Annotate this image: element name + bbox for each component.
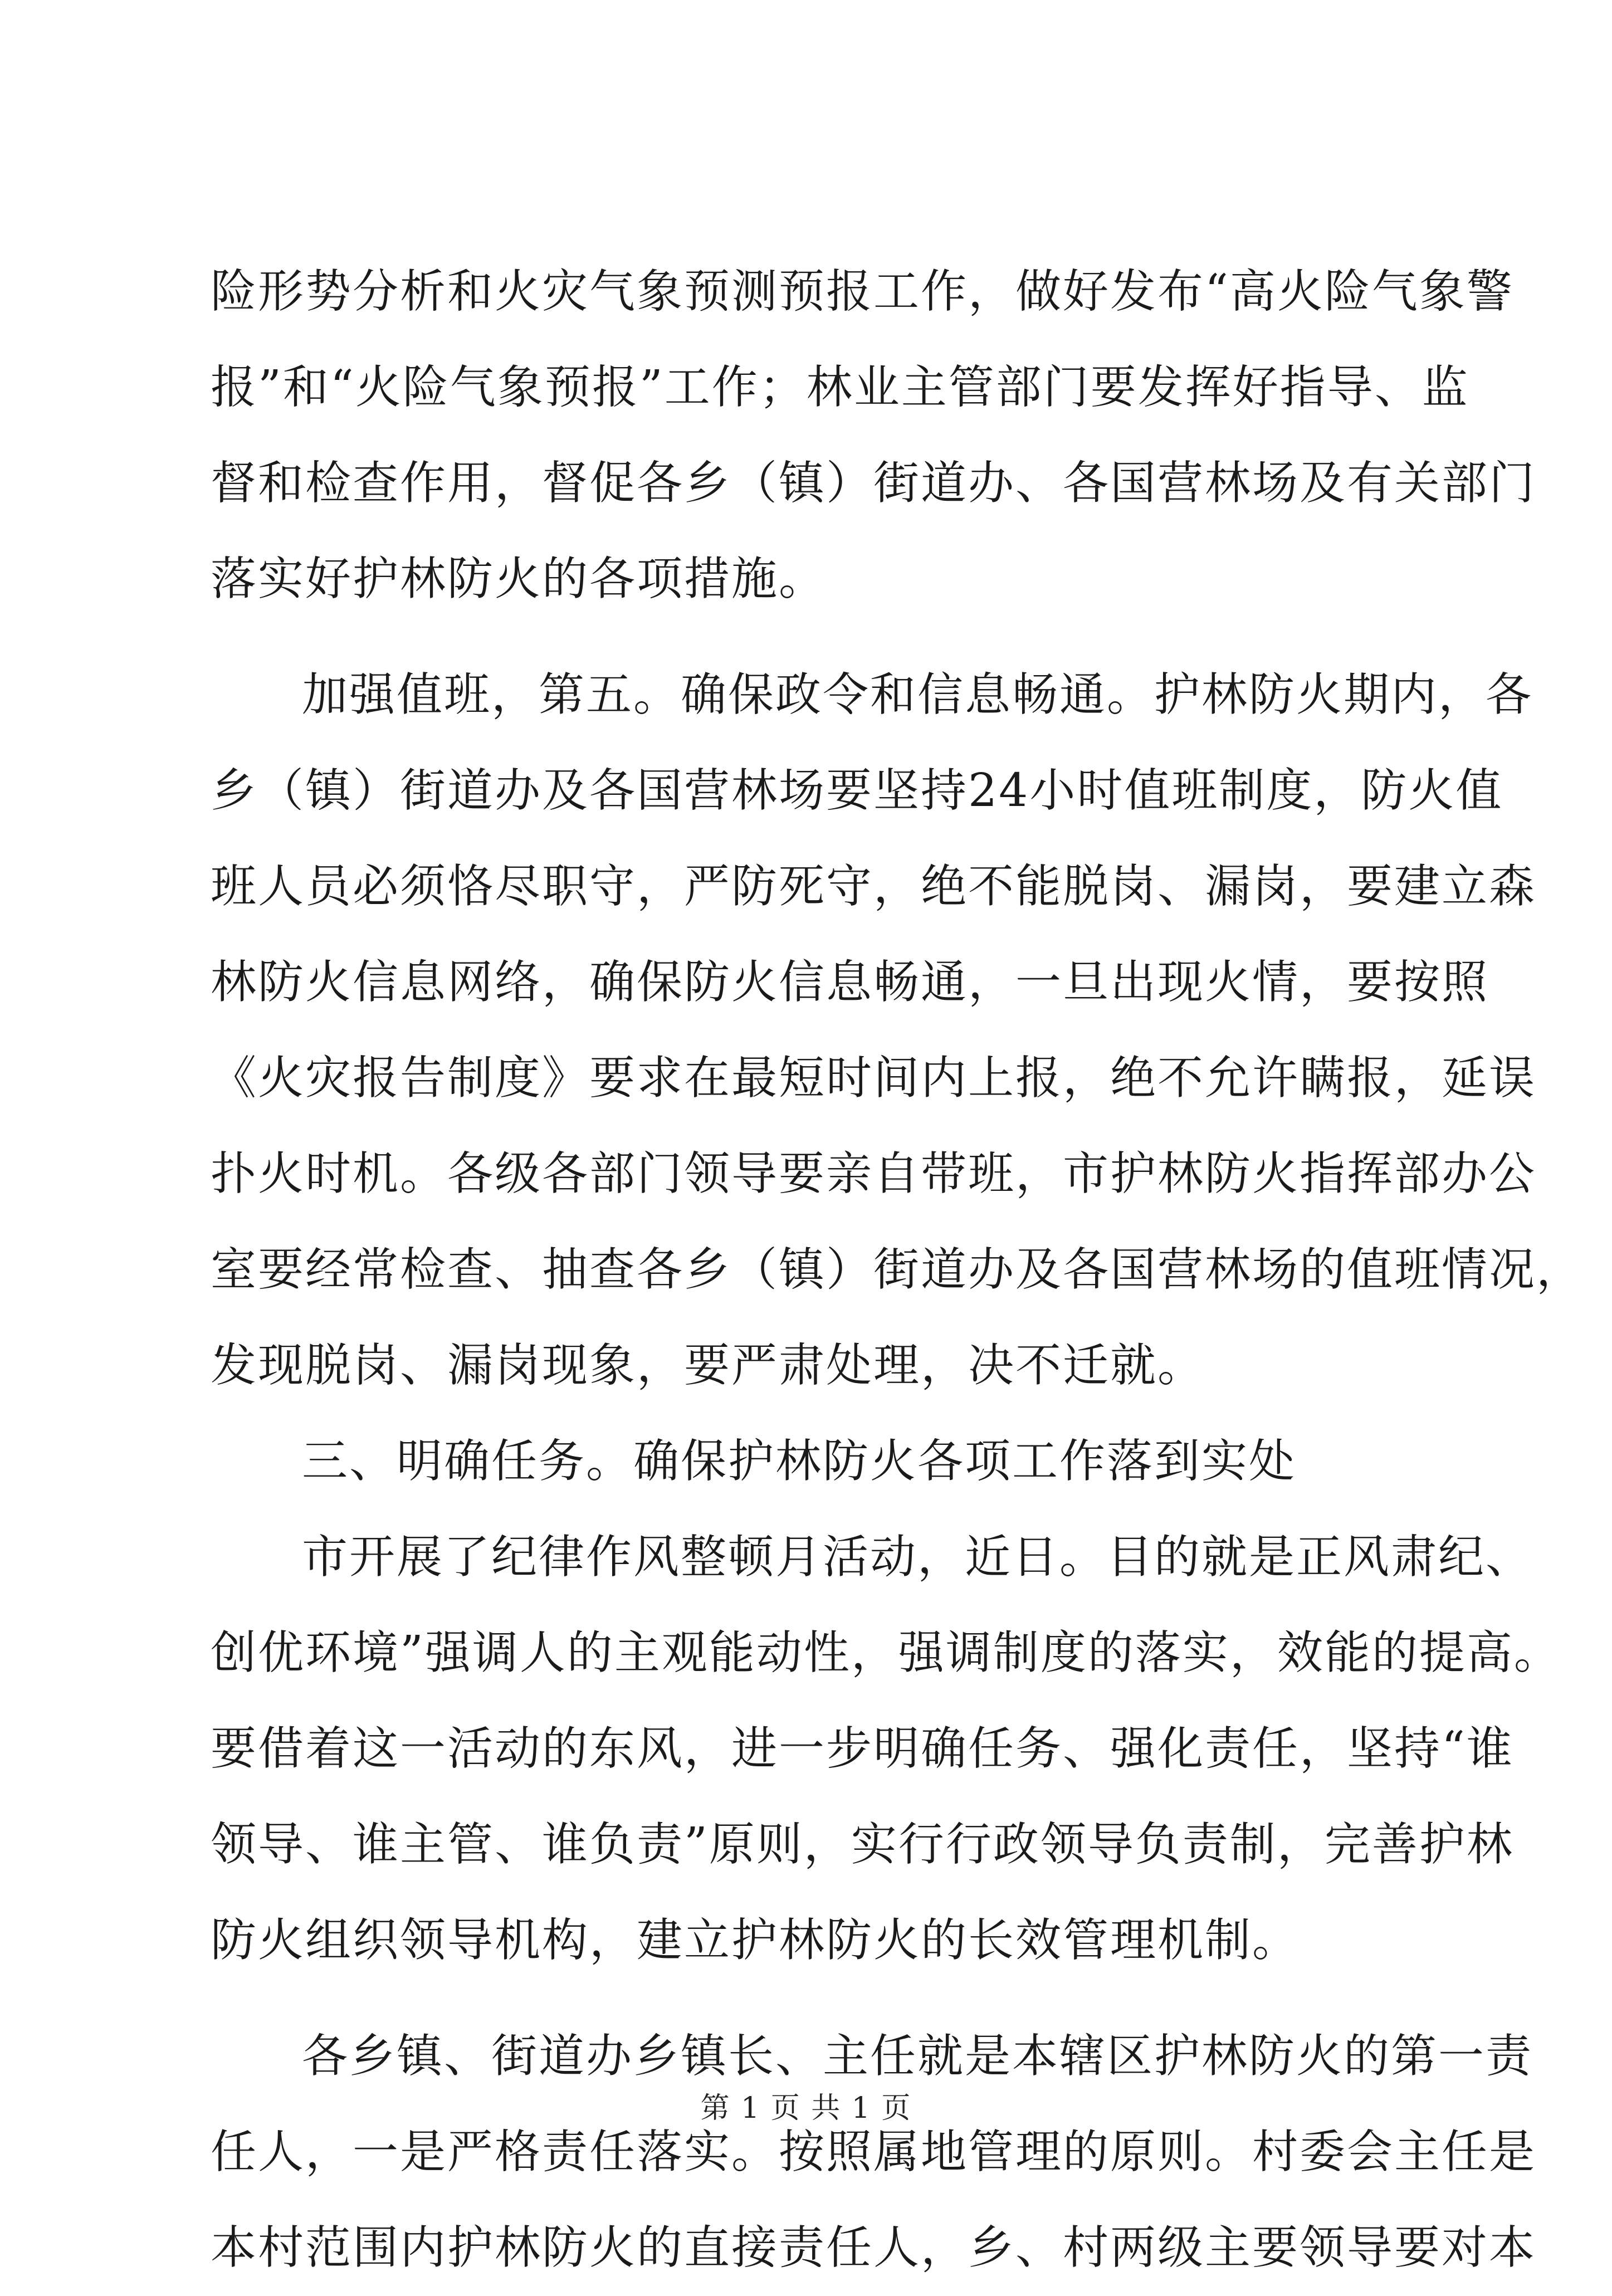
text-line: 市开展了纪律作风整顿月活动，近日。目的就是正风肃纪、 bbox=[302, 1531, 1533, 1584]
text-line: 各乡镇、街道办乡镇长、主任就是本辖区护林防火的第一责 bbox=[302, 2030, 1533, 2083]
text-line: 落实好护林防火的各项措施。 bbox=[211, 553, 827, 605]
text-line: 任人，一是严格责任落实。按照属地管理的原则。村委会主任是 bbox=[211, 2126, 1537, 2178]
text-line: 险形势分析和火灾气象预测预报工作，做好发布“高火险气象警 bbox=[211, 265, 1514, 318]
text-line: 加强值班，第五。确保政令和信息畅通。护林防火期内，各 bbox=[302, 668, 1533, 721]
text-line: 《火灾报告制度》要求在最短时间内上报，绝不允许瞒报，延误 bbox=[211, 1052, 1537, 1105]
text-line: 班人员必须恪尽职守，严防死守，绝不能脱岗、漏岗，要建立森 bbox=[211, 860, 1537, 913]
text-line: 室要经常检查、抽查各乡（镇）街道办及各国营林场的值班情况， bbox=[211, 1243, 1584, 1296]
page-footer: 第 1 页 共 1 页 bbox=[700, 2092, 912, 2125]
text-line: 扑火时机。各级各部门领导要亲自带班，市护林防火指挥部办公 bbox=[211, 1147, 1537, 1200]
text-line: 防火组织领导机构，建立护林防火的长效管理机制。 bbox=[211, 1914, 1300, 1967]
text-line: 林防火信息网络，确保防火信息畅通，一旦出现火情，要按照 bbox=[211, 956, 1489, 1009]
text-line: 报”和“火险气象预报”工作；林业主管部门要发挥好指导、监 bbox=[211, 361, 1469, 414]
text-line: 要借着这一活动的东风，进一步明确任务、强化责任，坚持“谁 bbox=[211, 1722, 1514, 1775]
text-line: 领导、谁主管、谁负责”原则，实行行政领导负责制，完善护林 bbox=[211, 1818, 1514, 1871]
document-body bbox=[211, 244, 1584, 2296]
text-line: 创优环境”强调人的主观能动性，强调制度的落实，效能的提高。 bbox=[211, 1626, 1561, 1679]
text-line: 督和检查作用，督促各乡（镇）街道办、各国营林场及有关部门 bbox=[211, 457, 1537, 510]
text-line: 发现脱岗、漏岗现象，要严肃处理，决不迁就。 bbox=[211, 1339, 1205, 1392]
text-line: 乡（镇）街道办及各国营林场要坚持24小时值班制度，防火值 bbox=[211, 764, 1503, 817]
section-heading: 三、明确任务。确保护林防火各项工作落到实处 bbox=[302, 1435, 1297, 1488]
text-line: 本村范围内护林防火的直接责任人，乡、村两级主要领导要对本 bbox=[211, 2221, 1537, 2274]
